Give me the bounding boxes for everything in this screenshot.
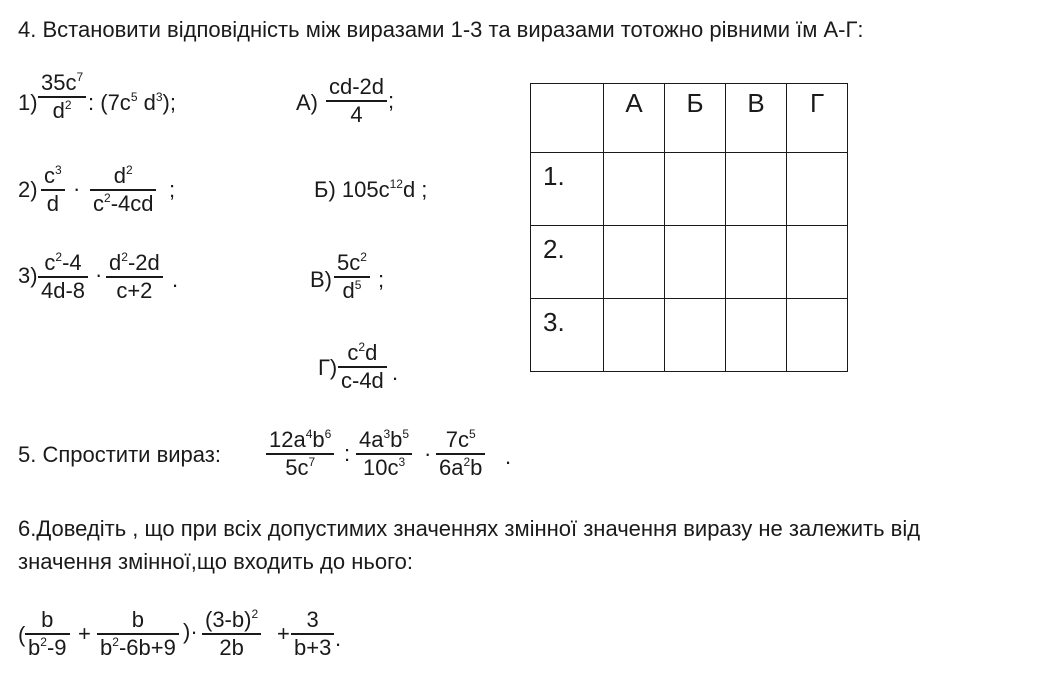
task6-fraction-2: b $b^2-6b+9$ [97,607,179,661]
expr2-fraction-1: $c^3$ d [41,163,65,217]
table-header-cell: Б [665,84,726,153]
option-g-fraction: $c^2d$ c-4d [338,340,387,394]
expr3-end: . [172,267,179,292]
task6-fraction-1: b $b^2-9$ [25,607,70,661]
task5-fraction-2: $4a^3b^5$ $10c^3$ [356,427,412,481]
expr1-num: 35c [41,70,77,95]
option-a-fraction: cd-2d 4 [326,74,387,128]
expr3-dot: · [95,262,103,287]
answer-table [530,83,848,372]
answer-cell[interactable] [604,153,665,226]
option-a-label: А) [296,90,318,115]
task6-open-paren: ( [18,622,26,647]
task6-close-paren: )· [183,619,198,644]
answer-cell[interactable] [665,153,726,226]
expr1-fraction [38,70,86,124]
option-g-label: Г) [318,355,338,380]
expr2-dot: · [73,176,81,201]
answer-cell[interactable] [665,299,726,372]
table-header-cell: Г [787,84,848,153]
answer-cell[interactable] [604,299,665,372]
option-g-end: . [392,360,399,385]
task6-plus-2: + [277,621,290,646]
task6-line-2: значення змінної,що входить до нього: [18,549,413,574]
answer-cell[interactable] [787,226,848,299]
answer-cell[interactable] [665,226,726,299]
answer-cell[interactable] [726,226,787,299]
task4-title: 4. Встановити відповідність між виразами 1-3 та виразами тотожно рівними їм А-Г: [18,17,864,42]
table-row-label: 3. [531,299,604,372]
answer-cell[interactable] [787,299,848,372]
table-row [531,153,848,226]
table-corner-cell [531,84,604,153]
expr1-den-exp: 2 [64,98,72,112]
expr1-rest: : ($7c^5$ $d^3$); [88,90,176,115]
option-v-label: В) [310,267,332,292]
task5-label: 5. Спростити вираз: [18,442,221,467]
answer-cell[interactable] [787,153,848,226]
task6-line-1: 6.Доведіть , що при всіх допустимих значеннях змінної значення виразу не залежить від [18,516,921,541]
task5-fraction-1: $12a^4b^6$ $5c^7$ [266,427,334,481]
table-row-label: 1. [531,153,604,226]
expr2-end: ; [169,177,176,202]
expr1-den: d [52,98,65,123]
expr3-fraction-1: $c^2-4$ 4d-8 [38,250,88,304]
task6-plus: + [78,621,91,646]
task5-fraction-3: $7c^5$ $6a^2b$ [436,427,485,481]
expr3-fraction-2: $d^2-2d$ c+2 [106,250,163,304]
expr1-label: 1) [18,90,38,115]
answer-cell[interactable] [726,299,787,372]
option-b: Б) $105c^{12}d$ ; [314,177,428,202]
task5-dot: · [424,441,432,466]
expr2-label: 2) [18,177,38,202]
task5-colon: : [344,441,351,466]
task6-fraction-4: 3 b+3 [291,607,334,661]
expr1-num-exp: 7 [76,70,84,84]
table-row [531,226,848,299]
expr2-fraction-2: $d^2$ $c^2-4cd$ [90,163,156,217]
table-row-label: 2. [531,226,604,299]
table-header-row [531,84,848,153]
option-a-end: ; [388,88,395,113]
expr3-label: 3) [18,263,38,288]
table-header-cell: В [726,84,787,153]
answer-cell[interactable] [726,153,787,226]
table-header-cell: А [604,84,665,153]
option-v-fraction: $5c^2$ $d^5$ [334,250,370,304]
task5-end: . [505,444,512,469]
option-v-end: ; [378,267,385,292]
task6-end: . [335,626,342,651]
table-row [531,299,848,372]
answer-cell[interactable] [604,226,665,299]
task6-fraction-3: $(3-b)^2$ 2b [202,607,261,661]
